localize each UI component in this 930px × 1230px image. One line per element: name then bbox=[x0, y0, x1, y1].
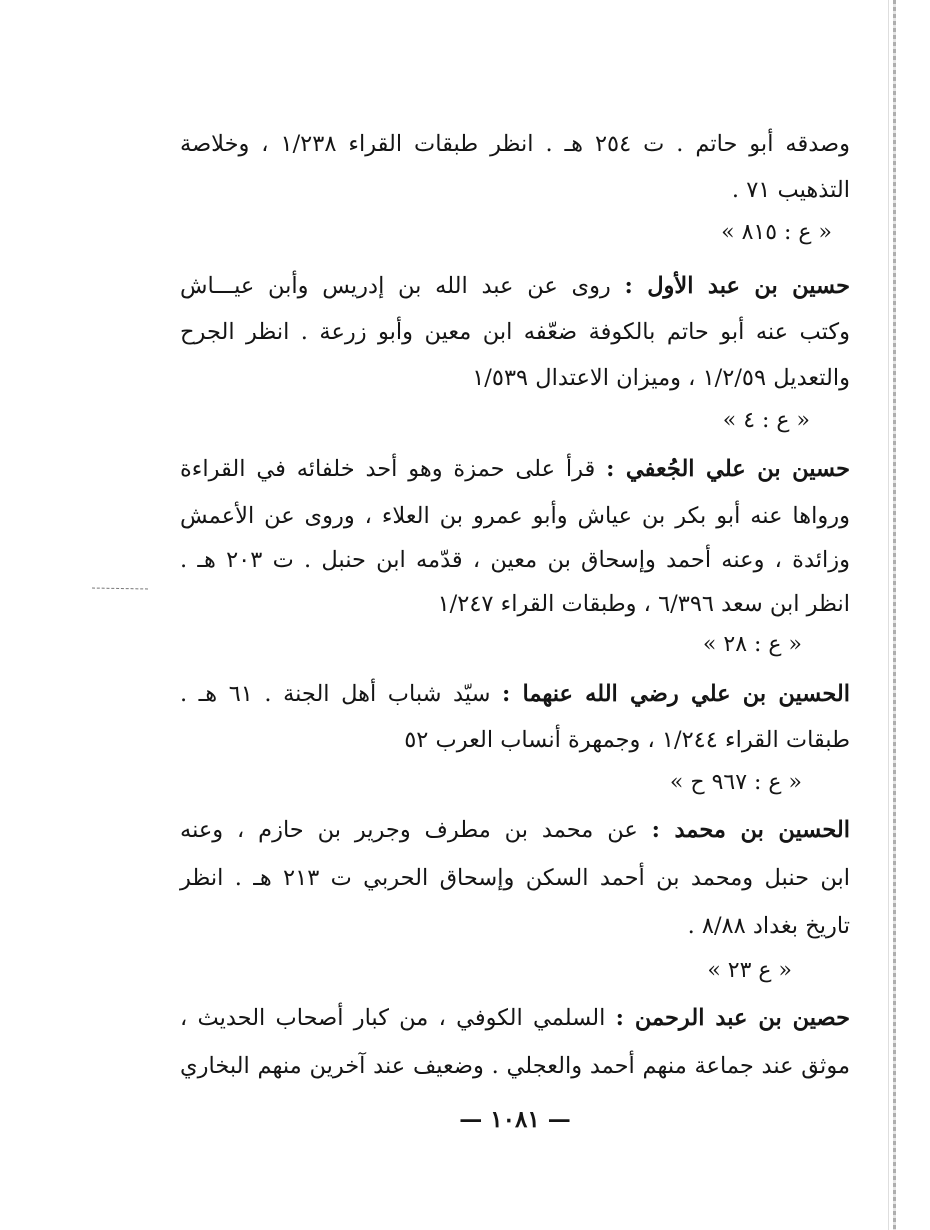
scan-page-edge bbox=[893, 0, 896, 1230]
entry-text: روى عن عبد الله بن إدريس وأبن عيـــاش bbox=[180, 273, 611, 299]
entry-headword: حسين بن عبد الأول : bbox=[624, 273, 850, 299]
text-line: انظر ابن سعد ٦/٣٩٦ ، وطبقات القراء ١/٢٤٧ bbox=[437, 591, 850, 617]
text-line: ابن حنبل ومحمد بن أحمد السكن وإسحاق الحربي ت ٢١٣ هـ . انظر bbox=[180, 865, 851, 891]
entry-text: قرأ على حمزة وهو أحد خلفائه في القراءة bbox=[180, 456, 596, 482]
entry-text: السلمي الكوفي ، من كبار أصحاب الحديث ، bbox=[180, 1005, 606, 1031]
text-line: ورواها عنه أبو بكر بن عياش وأبو عمرو بن العلاء ، وروى عن الأعمش bbox=[180, 503, 850, 529]
entry-text: سيّد شباب أهل الجنة . ٦١ هـ . bbox=[180, 681, 491, 707]
scan-page-edge-inner bbox=[888, 0, 889, 1230]
page-number: — ١٠٨١ — bbox=[459, 1106, 571, 1133]
entry-reference: « ع : ٤ » bbox=[722, 408, 810, 433]
entry-first-line bbox=[180, 1002, 850, 1034]
entry-reference: « ع : ٨١٥ » bbox=[721, 220, 832, 245]
entry-headword: حسين بن علي الجُعفي : bbox=[606, 456, 850, 482]
text-line: التذهيب ٧١ . bbox=[731, 177, 850, 203]
entry-first-line bbox=[180, 270, 850, 302]
entry-reference: « ع ٢٣ » bbox=[707, 958, 792, 983]
entry-headword: الحسين بن محمد : bbox=[651, 817, 850, 843]
text-line: وكتب عنه أبو حاتم بالكوفة ضعّفه ابن معين وأبو زرعة . انظر الجرح bbox=[180, 319, 850, 345]
text-line: موثق عند جماعة منهم أحمد والعجلي . وضعيف عند آخرين منهم البخاري bbox=[180, 1053, 850, 1079]
entry-headword: الحسين بن علي رضي الله عنهما : bbox=[502, 681, 851, 707]
entry-headword: حصين بن عبد الرحمن : bbox=[615, 1005, 850, 1031]
text-line: والتعديل ١/٢/٥٩ ، وميزان الاعتدال ١/٥٣٩ bbox=[472, 365, 850, 391]
entry-first-line bbox=[180, 678, 850, 710]
scan-stray-mark bbox=[92, 588, 148, 590]
text-line: تاريخ بغداد ٨/٨٨ . bbox=[687, 913, 850, 939]
text-line: وزائدة ، وعنه أحمد وإسحاق بن معين ، قدّمه ابن حنبل . ت ٢٠٣ هـ . bbox=[180, 547, 851, 573]
entry-reference: « ع : ٢٨ » bbox=[702, 632, 802, 657]
entry-first-line bbox=[180, 814, 850, 846]
document-page bbox=[180, 88, 850, 1148]
entry-reference: « ع : ٩٦٧ ح » bbox=[669, 770, 802, 795]
text-line: وصدقه أبو حاتم . ت ٢٥٤ هـ . انظر طبقات القراء ١/٢٣٨ ، وخلاصة bbox=[180, 131, 850, 157]
entry-text: عن محمد بن مطرف وجرير بن حازم ، وعنه bbox=[180, 817, 638, 843]
text-line: طبقات القراء ١/٢٤٤ ، وجمهرة أنساب العرب ٥٢ bbox=[404, 727, 850, 753]
entry-first-line bbox=[180, 453, 850, 485]
